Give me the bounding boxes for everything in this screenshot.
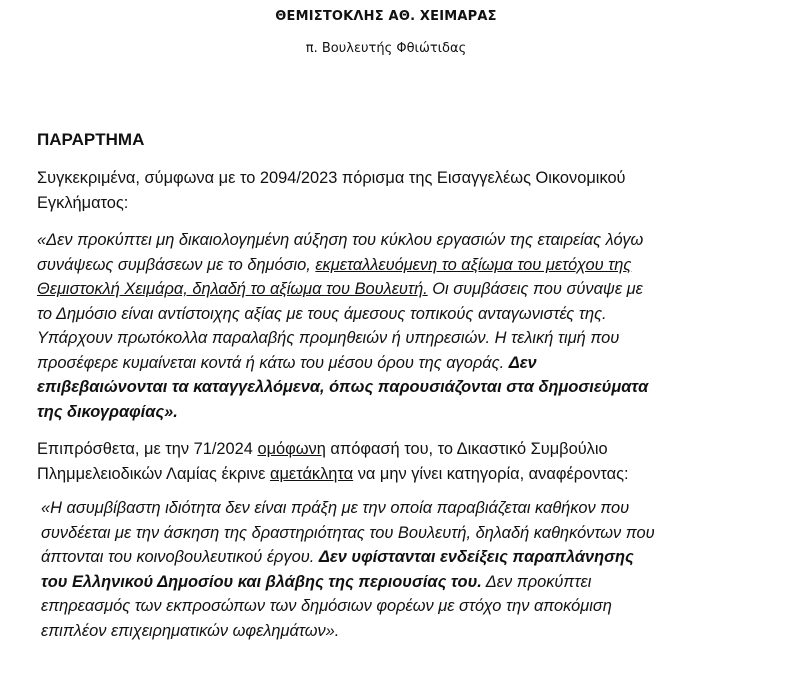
bold-phrase: Δεν [508,353,537,372]
council-quote [41,496,777,643]
council-line-1 [37,437,777,462]
quote2-line-1: «Η ασυμβίβαστη ιδιότητα δεν είναι πράξη με την οποία παραβιάζεται καθήκον που [41,499,630,517]
quote2-line-5: επηρεασμός των εκπροσώπων των δημόσιων φορέων με στόχο την αποκόμιση [41,597,612,615]
quote1-line-2 [37,253,777,278]
author-role: π. Βουλευτής Φθιώτιδας [305,41,467,56]
council-line-2 [37,462,777,487]
quote1-line-1: «Δεν προκύπτει μη δικαιολογημένη αύξηση του κύκλου εργασιών της εταιρείας λόγω [37,231,644,249]
council-text: απόφασή του, το Δικαστικό Συμβούλιο [325,440,608,458]
quote2-line-3 [41,545,777,570]
quote2-line-2: συνδέεται με την άσκηση της δραστηριότητας του Βουλευτή, δηλαδή καθηκόντων που [41,523,655,542]
underlined-phrase: Θεμιστοκλή Χειμάρα, δηλαδή το αξίωμα του Βουλευτή. [37,280,428,298]
council-text: Επιπρόσθετα, με την 71/2024 [37,440,258,458]
quote2-text: άπτονται του κοινοβουλευτικού έργου. [41,548,319,566]
council-paragraph [37,437,777,486]
intro-line-2: Εγκλήματος: [37,193,129,212]
quote2-text: Δεν προκύπτει [481,572,592,591]
quote1-text: συνάψεως συμβάσεων με το δημόσιο, [37,255,316,274]
underlined-word: αμετάκλητα [269,464,354,483]
intro-paragraph [37,166,777,215]
quote2-line-4 [41,570,777,595]
bold-phrase: Δεν υφίστανται ενδείξεις παραπλάνησης [318,548,634,566]
underlined-word: ομόφωνη [257,440,326,458]
council-text: Πλημμελειοδικών Λαμίας έκρινε [37,464,270,483]
quote1-line-4: το Δημόσιο είναι αντίστοιχης αξίας με τους άμεσους τοπικούς ανταγωνιστές της. [37,304,607,323]
underlined-phrase: εκμεταλλευόμενη το αξίωμα του μετόχου της [315,255,632,274]
document-title: ΠΑΡΑΡΤΗΜΑ [37,130,145,149]
quote1-text: προσέφερε κυμαίνεται κοντά ή κάτω του μέσου όρου της αγοράς. [37,353,509,372]
bold-phrase: του Ελληνικού Δημοσίου και βλάβης της περιουσίας του. [41,572,482,591]
quote2-line-6: επιπλέον επιχειρηματικών ωφελημάτων». [41,621,340,640]
prosecutor-quote [37,228,777,424]
quote1-line-7: επιβεβαιώνονται τα καταγγελλόμενα, όπως παρουσιάζονται στα δημοσιεύματα [37,378,649,396]
author-name: ΘΕΜΙΣΤΟΚΛΗΣ ΑΘ. ΧΕΙΜΑΡΑΣ [275,9,497,24]
quote1-line-6 [37,351,777,376]
intro-line-1: Συγκεκριμένα, σύμφωνα με το 2094/2023 πόρισμα της Εισαγγελέως Οικονομικού [37,169,626,187]
quote1-line-3 [37,277,777,302]
quote1-line-8: της δικογραφίας». [37,402,178,421]
council-text: να μην γίνει κατηγορία, αναφέροντας: [353,464,629,483]
quote1-text: Οι συμβάσεις που σύναψε με [427,280,643,298]
quote1-line-5: Υπάρχουν πρωτόκολλα παραλαβής προμηθειών ή υπηρεσιών. Η τελική τιμή που [37,329,620,347]
